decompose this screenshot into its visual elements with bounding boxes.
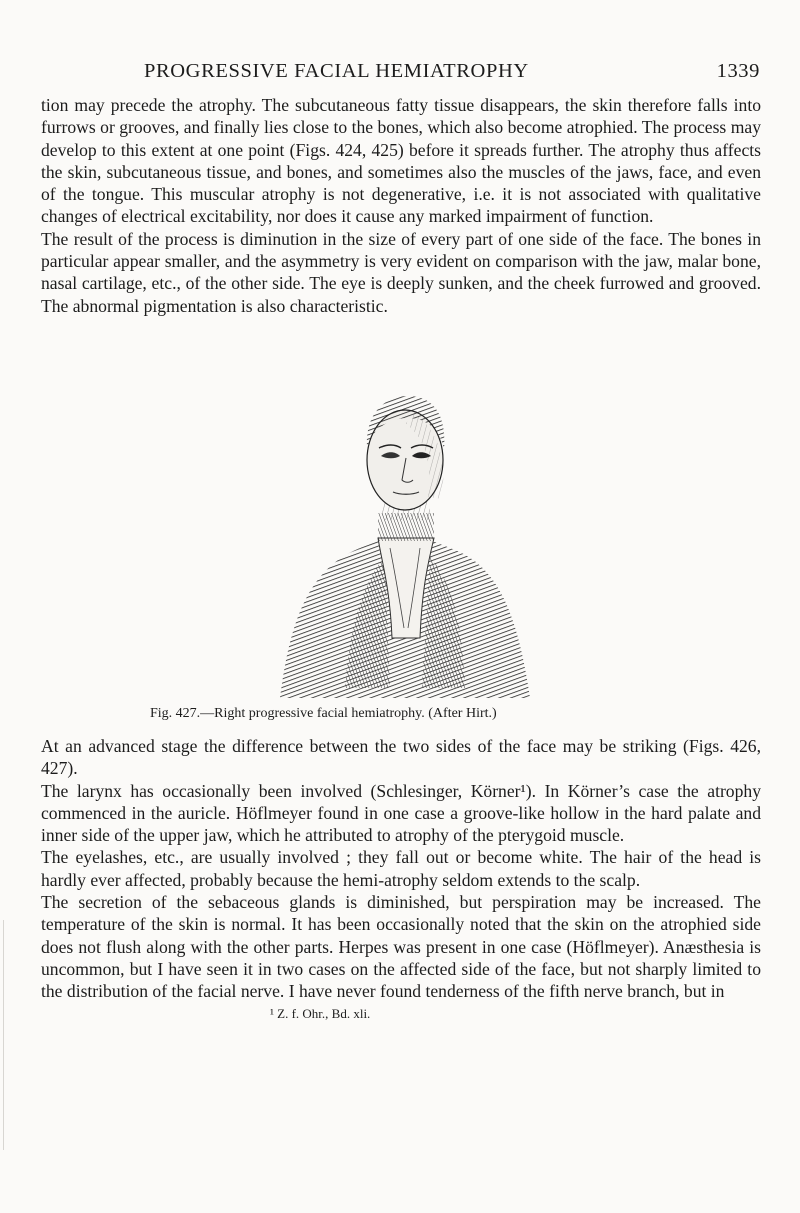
- running-header: [40, 58, 760, 88]
- paragraph: The result of the process is diminution in the size of every part of one side of the face. The bones in particular appear smaller, and the asymmetry is very evident on comparison with the jaw, malar bone, nasal cartilage, etc., of the other side. The eye is deeply sunken, and the cheek furrowed and grooved. The abnormal pigmentation is also characteristic.: [41, 228, 761, 316]
- paragraph: The secretion of the sebaceous glands is diminished, but perspiration may be increased. The temperature of the skin is normal. It has been occasionally noted that the skin on the atrophied side does not flush along with the other parts. Herpes was present in one case (Höflmeyer). Anæsthesia is uncommon, but I have seen it in two cases on the affected side of the face, but not sharply limited to the distribution of the facial nerve. I have never found tenderness of the fifth nerve branch, but in: [41, 892, 761, 1002]
- engraving-figure: [250, 388, 560, 706]
- paragraph: The eyelashes, etc., are usually involved ; they fall out or become white. The hair of the head is hardly ever affected, probably because the hemi-atrophy seldom extends to the scalp.: [41, 847, 761, 890]
- paragraph: The larynx has occasionally been involved (Schlesinger, Körner¹). In Körner’s case the atrophy commenced in the auricle. Höflmeyer found in one case a groove-like hollow in the hard palate and inner side of the upper jaw, which he attributed to atrophy of the pterygoid muscle.: [41, 780, 761, 846]
- body-text-bottom: [41, 735, 761, 1003]
- body-text-top: [41, 94, 761, 317]
- figure-caption: Fig. 427.—Right progressive facial hemiatrophy. (After Hirt.): [150, 706, 497, 721]
- portrait-engraving: [250, 388, 560, 706]
- paragraph: tion may precede the atrophy. The subcutaneous fatty tissue disappears, the skin therefore falls into furrows or grooves, and finally lies close to the bones, which also become atrophied. The process may develop to this extent at one point (Figs. 424, 425) before it spreads further. The atrophy thus affects the skin, subcutaneous tissue, and bones, and sometimes also the muscles of the jaws, face, and even of the tongue. This muscular atrophy is not degenerative, i.e. it is not associated with qualitative changes of electrical excitability, nor does it cause any marked impairment of function.: [41, 95, 761, 227]
- paragraph: At an advanced stage the difference between the two sides of the face may be striking (Figs. 426, 427).: [41, 736, 761, 779]
- page-edge-line: [3, 920, 4, 1150]
- running-title: PROGRESSIVE FACIAL HEMIATROPHY: [144, 60, 529, 82]
- footnote: ¹ Z. f. Ohr., Bd. xli.: [270, 1006, 371, 1021]
- page-number: 1339: [716, 60, 760, 82]
